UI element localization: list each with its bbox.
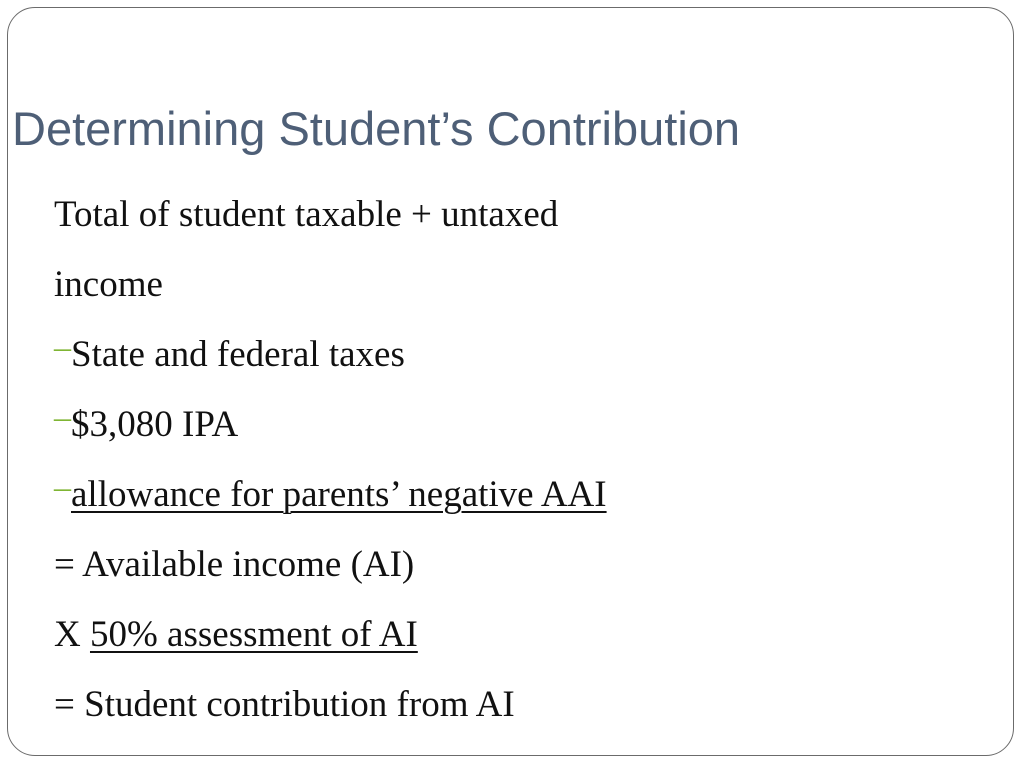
body-line-text: Student contribution from AI	[84, 684, 515, 725]
slide-body	[54, 189, 914, 749]
body-line-text: Available income (AI)	[82, 544, 415, 585]
body-line-7	[54, 609, 914, 679]
body-line-4	[54, 399, 914, 469]
minus-dash: –	[54, 469, 71, 506]
minus-dash: –	[54, 399, 71, 436]
slide-title: Determining Student’s Contribution	[12, 102, 741, 155]
body-line-text: income	[54, 264, 163, 305]
body-line-text-underlined: allowance for parents’ negative AAI	[71, 474, 607, 515]
body-line-text: $3,080 IPA	[71, 404, 239, 445]
body-line-text: Total of student taxable + untaxed	[54, 194, 559, 235]
multiply-sign: X	[54, 614, 90, 655]
body-line-text-underlined: 50% assessment of AI	[89, 614, 418, 655]
equals-sign: =	[54, 544, 83, 585]
body-line-6	[54, 539, 914, 609]
body-line-2	[54, 259, 914, 329]
body-line-5	[54, 469, 914, 539]
body-line-1	[54, 189, 914, 259]
body-line-text: State and federal taxes	[71, 334, 405, 375]
body-line-8	[54, 679, 914, 749]
body-line-3	[54, 329, 914, 399]
minus-dash: –	[54, 329, 71, 366]
equals-sign: =	[54, 684, 85, 725]
